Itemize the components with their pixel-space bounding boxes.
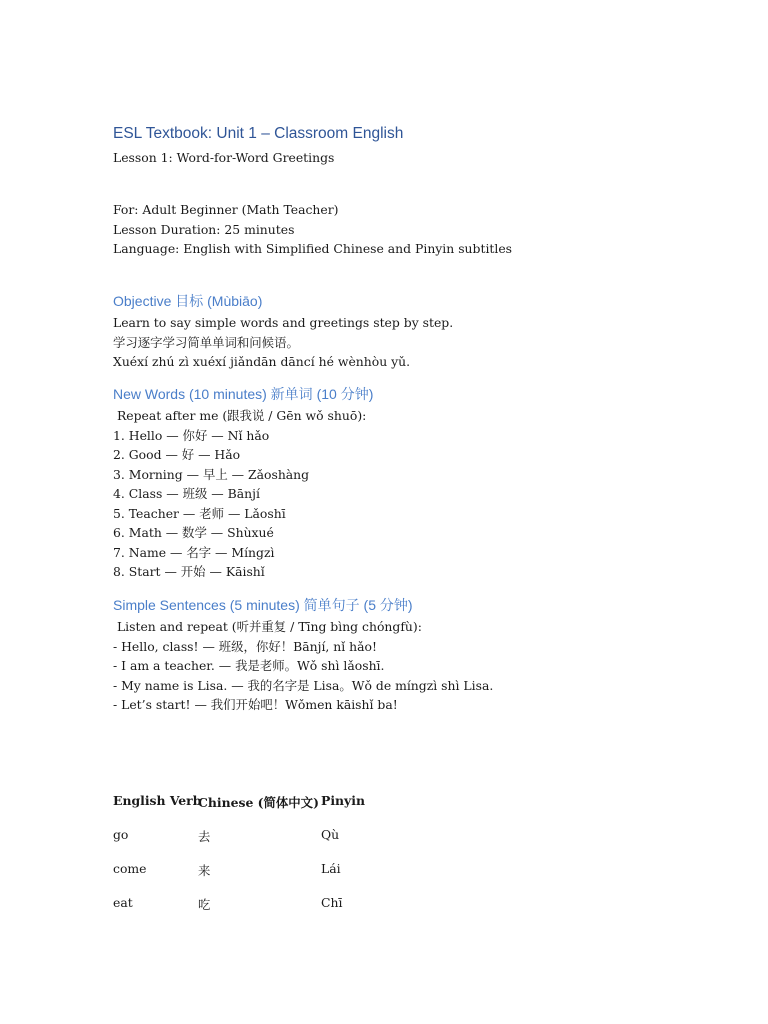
table-cell-english: go — [113, 827, 129, 842]
objective-line-pinyin: Xuéxí zhú zì xuéxí jiǎndān dāncí hé wènhòu yǔ. — [113, 354, 411, 369]
objective-line-english: Learn to say simple words and greetings step by step. — [113, 315, 454, 330]
list-item: 7. Name — 名字 — Míngzì — [113, 544, 275, 560]
table-cell-english: come — [113, 861, 147, 876]
page-title: ESL Textbook: Unit 1 – Classroom English — [113, 125, 404, 142]
lesson-subtitle: Lesson 1: Word-for-Word Greetings — [113, 150, 335, 165]
list-item: 3. Morning — 早上 — Zǎoshàng — [113, 466, 310, 482]
list-item: - Hello, class! — 班级，你好！Bānjí, nǐ hǎo! — [113, 638, 377, 654]
list-item: 8. Start — 开始 — Kāishǐ — [113, 564, 265, 579]
info-line-duration: Lesson Duration: 25 minutes — [113, 221, 295, 237]
info-line-language: Language: English with Simplified Chinese and Pinyin subtitles — [113, 241, 513, 256]
table-cell-english: eat — [113, 895, 133, 910]
sentences-instruction: Listen and repeat (听并重复 / Tīng bìng chóngfù): — [113, 619, 422, 634]
list-item: 4. Class — 班级 — Bānjí — [113, 486, 260, 501]
list-item: 2. Good — 好 — Hǎo — [113, 447, 241, 462]
table-cell-chinese: 去 — [198, 829, 211, 844]
list-item: 5. Teacher — 老师 — Lǎoshī — [113, 505, 286, 521]
list-item: 6. Math — 数学 — Shùxué — [113, 525, 274, 540]
list-item: - My name is Lisa. — 我的名字是 Lisa。Wǒ de míngzì shì Lisa. — [113, 677, 494, 693]
new-words-heading: New Words (10 minutes) 新单词 (10 分钟) — [113, 386, 374, 402]
table-cell-chinese: 来 — [198, 863, 211, 878]
table-header-english: English Verb — [113, 793, 202, 808]
list-item: - Let’s start! — 我们开始吧！Wǒmen kāishǐ ba! — [113, 697, 398, 712]
table-cell-pinyin: Chī — [321, 895, 343, 910]
objective-line-chinese: 学习逐字学习简单单词和问候语。 — [113, 334, 299, 350]
table-cell-chinese: 吃 — [198, 897, 211, 912]
table-header-pinyin: Pinyin — [321, 793, 365, 808]
info-line-audience: For: Adult Beginner (Math Teacher) — [113, 202, 339, 217]
new-words-instruction: Repeat after me (跟我说 / Gēn wǒ shuō): — [113, 408, 367, 423]
list-item: - I am a teacher. — 我是老师。Wǒ shì lǎoshī. — [113, 658, 385, 673]
list-item: 1. Hello — 你好 — Nǐ hǎo — [113, 427, 270, 443]
objective-heading: Objective 目标 (Mùbiāo) — [113, 293, 263, 309]
table-cell-pinyin: Qù — [321, 827, 340, 842]
sentences-heading: Simple Sentences (5 minutes) 简单句子 (5 分钟) — [113, 597, 413, 613]
table-cell-pinyin: Lái — [321, 861, 341, 876]
table-header-chinese: Chinese (简体中文) — [198, 795, 319, 810]
